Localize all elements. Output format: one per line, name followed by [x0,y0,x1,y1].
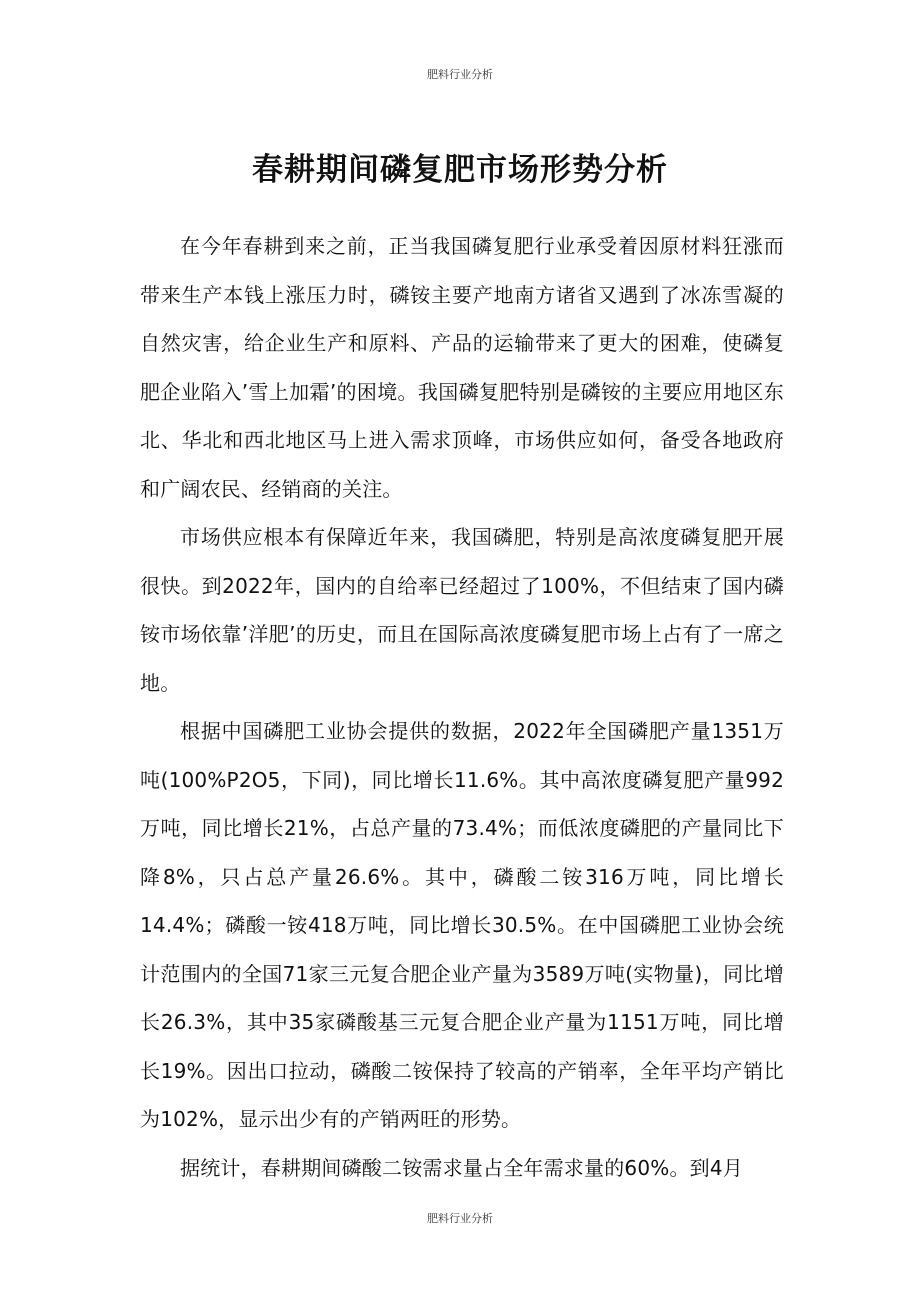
running-footer: 肥料行业分析 [427,1212,493,1225]
paragraph: 在今年春耕到来之前，正当我国磷复肥行业承受着因原材料狂涨而带来生产本钱上涨压力时，磷铵主要产地南方诸省又遇到了冰冻雪凝的自然灾害，给企业生产和原料、产品的运输带来了更大的困难，使磷复肥企业陷入’雪上加霜’的困境。我国磷复肥特别是磷铵的主要应用地区东北、华北和西北地区马上进入需求顶峰，市场供应如何，备受各地政府和广阔农民、经销商的关注。 [140,234,784,501]
running-header: 肥料行业分析 [427,68,493,81]
document-body [140,222,784,1192]
paragraph: 据统计，春耕期间磷酸二铵需求量占全年需求量的60%。到4月 [180,1155,743,1180]
paragraph: 市场供应根本有保障近年来，我国磷肥，特别是高浓度磷复肥开展很快。到2022年，国内的自给率已经超过了100%，不但结束了国内磷铵市场依靠’洋肥’的历史，而且在国际高浓度磷复肥市场上占有了一席之地。 [140,525,784,695]
paragraph: 根据中国磷肥工业协会提供的数据，2022年全国磷肥产量1351万吨(100%P2O5，下同)，同比增长11.6%。其中高浓度磷复肥产量992万吨，同比增长21%，占总产量的73.4%；而低浓度磷肥的产量同比下降8%，只占总产量26.6%。其中，磷酸二铵316万吨，同比增长14.4%；磷酸一铵418万吨，同比增长30.5%。在中国磷肥工业协会统计范围内的全国71家三元复合肥企业产量为3589万吨(实物量)，同比增长26.3%，其中35家磷酸基三元复合肥企业产量为1151万吨，同比增长19%。因出口拉动，磷酸二铵保持了较高的产销率，全年平均产销比为102%，显示出少有的产销两旺的形势。 [140,719,784,1131]
document-title: 春耕期间磷复肥市场形势分析 [252,152,668,188]
